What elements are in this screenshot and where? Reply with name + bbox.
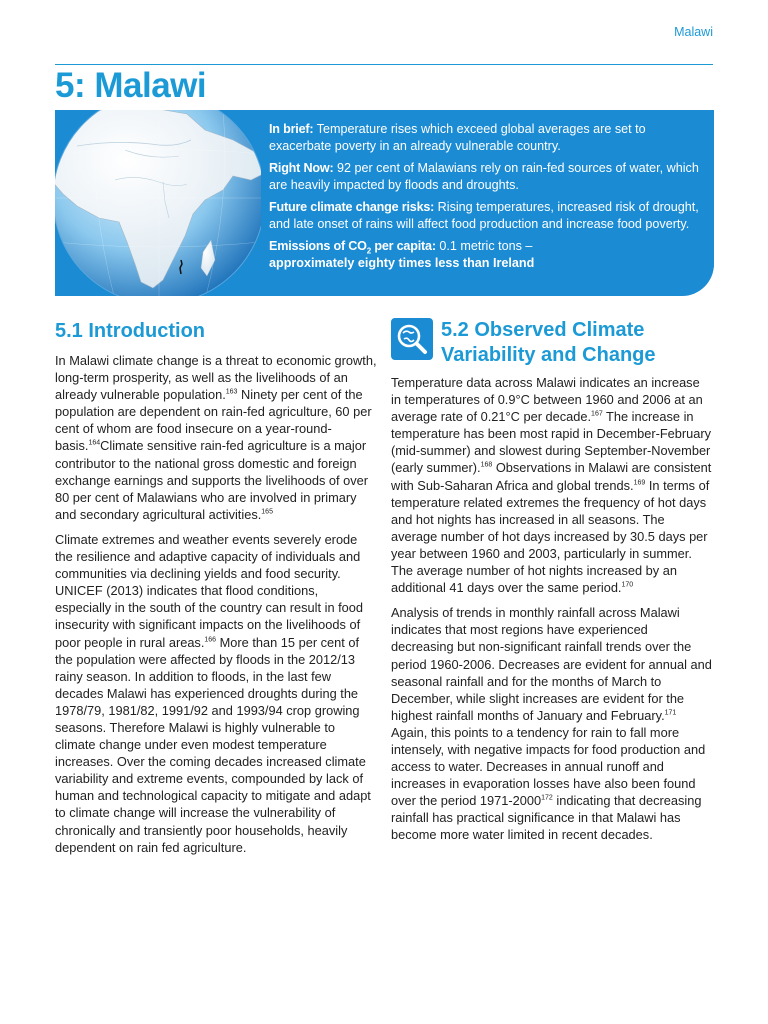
section-5-2-paragraph-2 [391,604,713,843]
in-brief-body: Temperature rises which exceed global averages are set to exacerbate poverty in an already vulnerable country. [269,122,646,153]
emissions-value: 0.1 metric tons – [435,239,533,253]
emissions-label [269,239,436,256]
footnote-ref: 165 [261,508,273,516]
in-brief-label: In brief: [269,122,314,136]
body-text: Climate extremes and weather events severely erode the resilience and adaptive capacity of individuals and communities via declining yields and food security. UNICEF (2013) indicates that flood conditions, especially in the south of the country can result in food insecurity with significant impacts on the livelihoods of poor people in rural areas. [55,531,364,650]
emissions-comparison: approximately eighty times less than Ireland [269,256,535,270]
header-rule [55,64,713,65]
section-5-2-paragraph-1 [391,374,713,596]
body-text: Observations in Malawi are consistent with Sub-Saharan Africa and global trends. [391,460,712,493]
footnote-ref: 167 [591,410,603,418]
box-divider-tick [696,266,714,267]
body-text: Climate sensitive rain-fed agriculture is a major contributor to the national gross domestic and foreign exchange earnings and supports the livelihoods of over 80 per cent of Malawians who are involved in primary and secondary agricultural activities. [55,438,369,522]
future-risks-label: Future climate change risks: [269,200,435,214]
in-brief-paragraph [269,121,701,155]
section-5-1-paragraph-1 [55,352,377,523]
globe-africa-icon [55,110,261,296]
body-text: In terms of temperature related extremes the frequency of hot days and hot nights has increased in all seasons. The average number of hot days increased by 30.5 days per year between 1960 and 2003, particularly in summer. The average number of hot nights increased by an additional 41 days over the same period. [391,477,710,596]
emissions-label-text: Emissions of CO [269,239,367,253]
section-5-2-heading-line-2: Variability and Change [441,344,656,366]
in-brief-text [269,121,701,277]
running-head: Malawi [674,25,713,39]
footnote-ref: 166 [204,636,217,644]
in-brief-box [55,110,714,296]
right-now-body: 92 per cent of Malawians rely on rain-fed sources of water, which are heavily impacted by floods and droughts. [269,161,699,192]
footnote-ref: 171 [664,709,677,717]
section-5-2-heading-line-1: 5.2 Observed Climate [441,319,645,341]
section-5-2-heading [441,318,656,368]
footnote-ref: 172 [541,794,553,802]
body-text: In Malawi climate change is a threat to economic growth, long-term prosperity, as well as the livelihoods of an already vulnerable population. [55,353,377,403]
body-text: The increase in temperature has been most rapid in December-February (mid-summer) and slowest during September-November (early summer). [391,409,712,476]
section-5-1-paragraph-2 [55,531,377,856]
section-5-1-heading: 5.1 Introduction [55,320,205,342]
body-text: Ninety per cent of the population are dependent on rain-fed agriculture, 60 per cent of whom are food insecure on a year-round-basis. [55,387,372,454]
footnote-ref: 169 [633,479,646,487]
future-risks-paragraph [269,199,701,233]
right-now-paragraph [269,160,701,194]
footnote-ref: 164 [88,440,101,448]
right-now-label: Right Now: [269,161,334,175]
body-text: indicating that decreasing rainfall has practical significance in that Malawi has become more water limited in recent decades. [391,793,702,843]
body-text: Analysis of trends in monthly rainfall across Malawi indicates that most regions have experienced decreasing but non-significant rainfall trends over the period 1960-2006. Decreases are evident for annual and seasonal rainfall and for the months of March to December, while slight increases are evident for the highest rainfall months of January and February. [391,605,712,723]
future-risks-body: Rising temperatures, increased risk of drought, and late onset of rains will affect food production and increase food poverty. [269,200,699,231]
emissions-label-subscript: 2 [366,246,372,256]
footnote-ref: 170 [621,581,634,589]
chapter-title: 5: Malawi [55,66,207,105]
magnifier-globe-icon [391,318,433,360]
body-text: More than 15 per cent of the population were affected by floods in the 2012/13 rainy season. In addition to floods, in the last few decades Malawi has experienced droughts during the 1978/79, 1981/82, 1991/92 and 1993/94 crop growing seasons. Therefore Malawi is highly vulnerable to climate change under even modest temperature increases. Over the coming decades increased climate variability and extreme events, compounded by lack of human and technological capacity to mitigate and adapt to climate change will increase the vulnerability of chronically and transiently poor households, heavily dependent on rain fed agriculture. [55,634,371,855]
section-5-2-header [391,318,713,368]
emissions-paragraph [269,238,701,272]
footnote-ref: 163 [225,388,238,396]
section-5-2 [391,318,713,852]
emissions-label-suffix: per capita: [371,239,436,253]
footnote-ref: 168 [480,462,493,470]
section-5-1 [55,318,377,864]
body-text: Again, this points to a tendency for rain to fall more intensely, with negative impacts for food production and access to water. Decreases in annual runoff and increases in evaporation losses have also been found over the period 1971-2000 [391,724,706,809]
body-text: Temperature data across Malawi indicates an increase in temperatures of 0.9°C between 1960 and 2006 at an average rate of 0.21°C per decade. [391,375,703,425]
